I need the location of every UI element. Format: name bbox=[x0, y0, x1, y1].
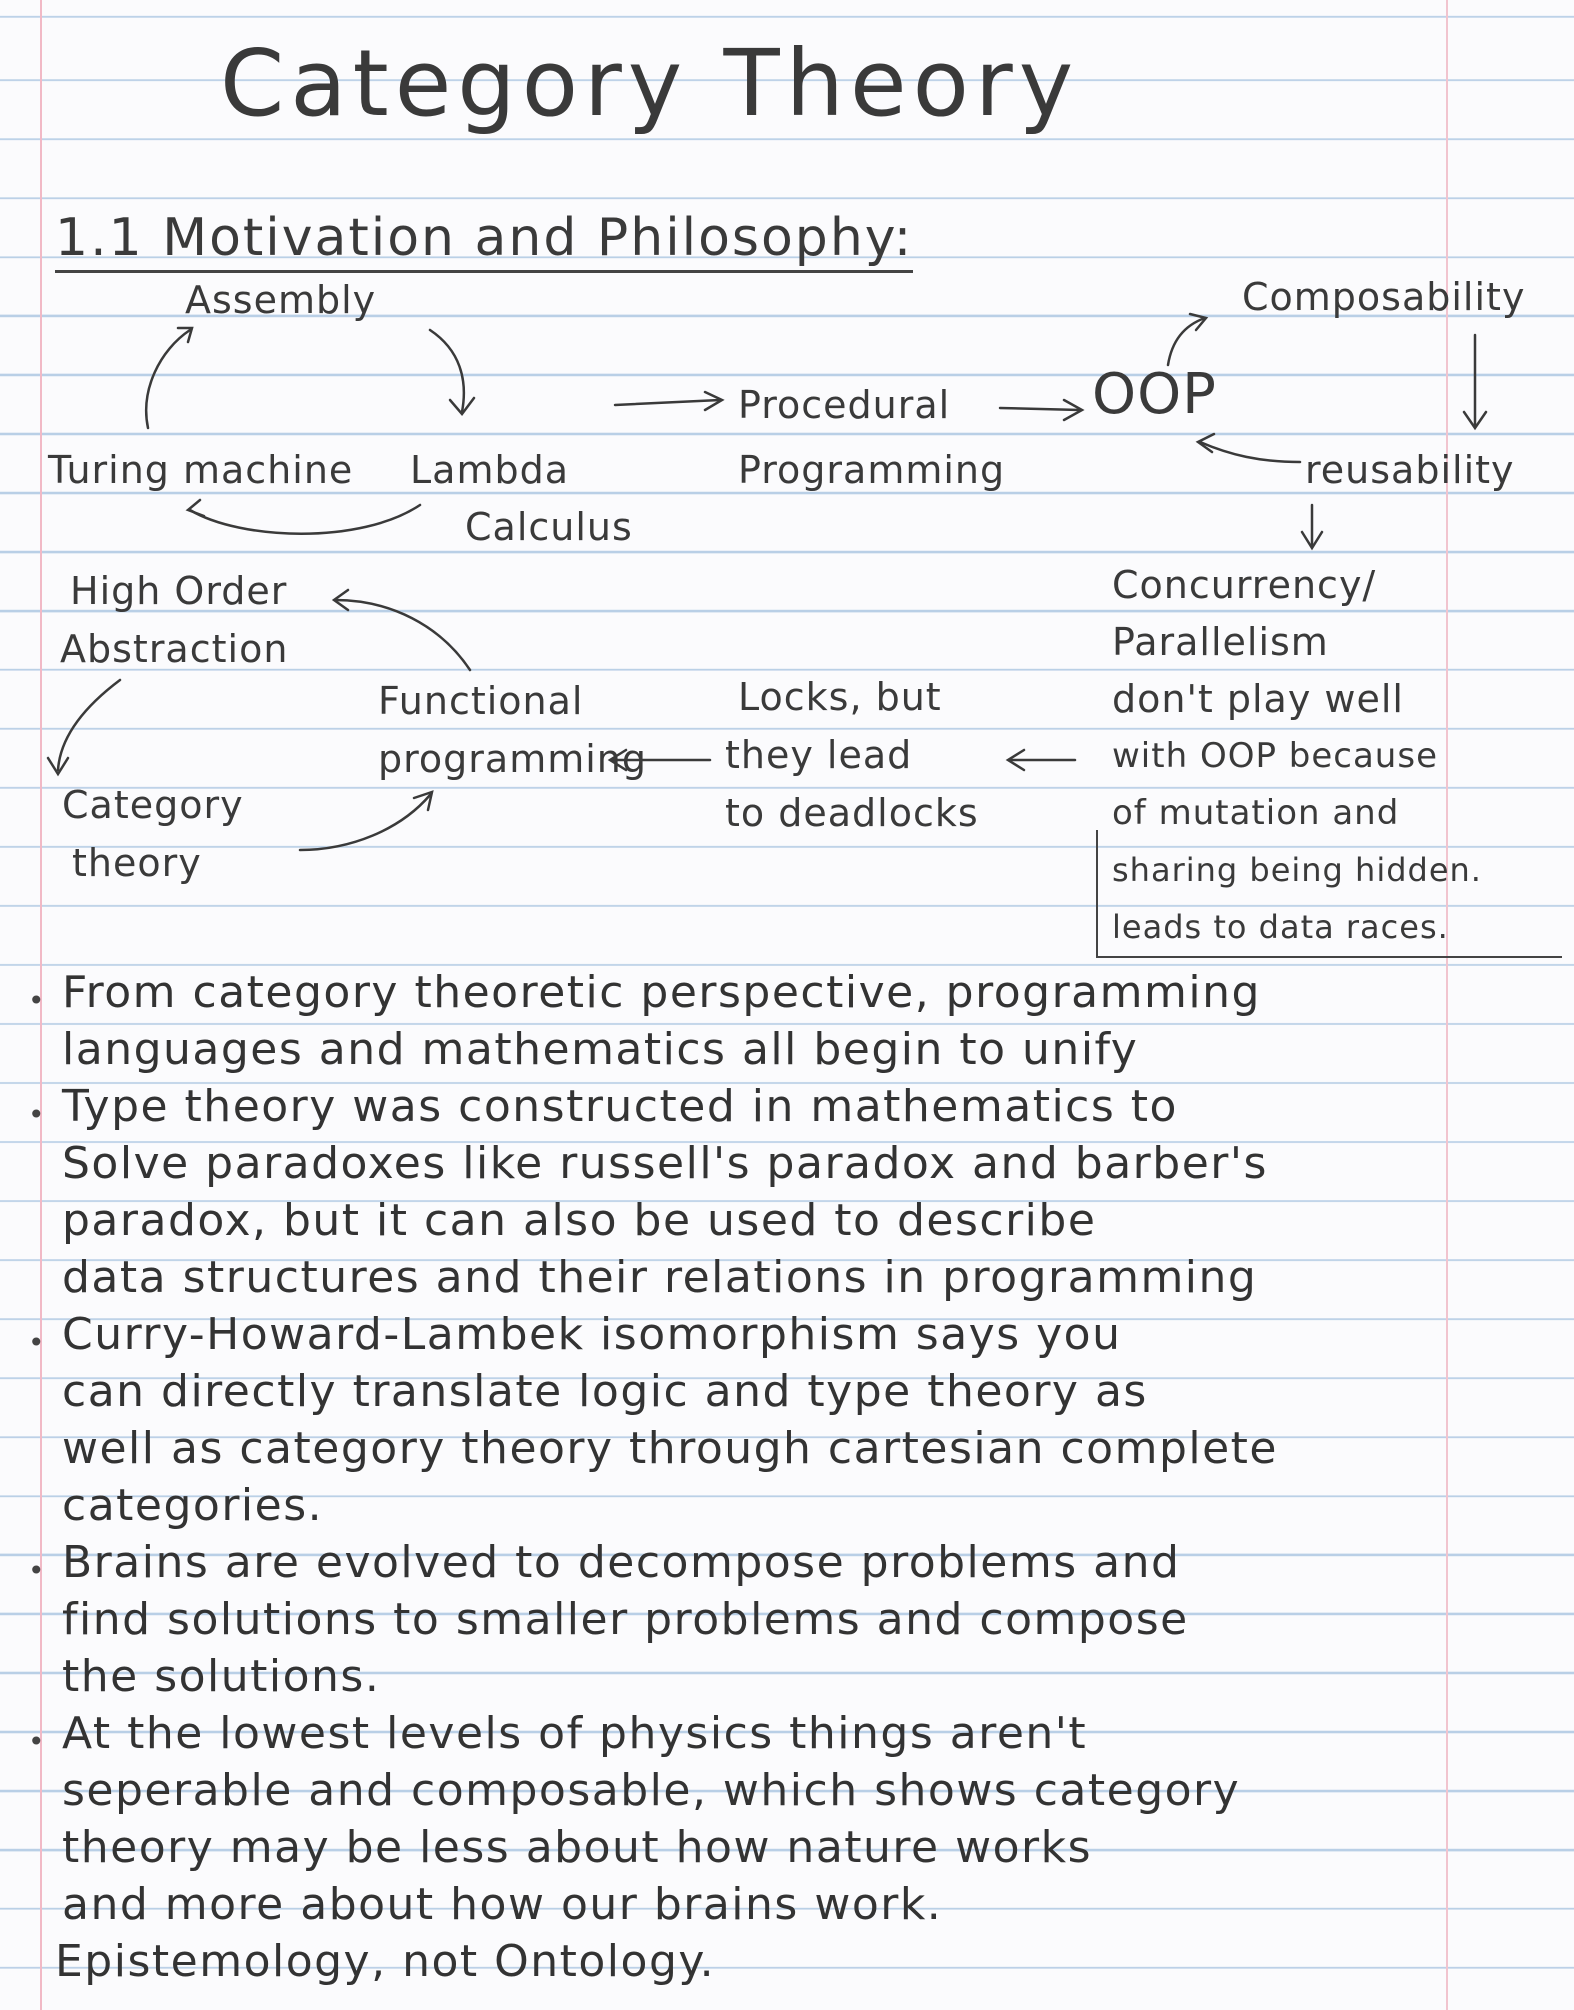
node-functional-line1: Functional bbox=[378, 679, 584, 723]
node-locks-line2: they lead bbox=[725, 733, 913, 777]
node-reusability: reusability bbox=[1305, 448, 1515, 492]
node-concurrency-line1: Concurrency/ bbox=[1112, 563, 1377, 607]
bullet-dot: • bbox=[28, 1326, 45, 1359]
bullet-dot: • bbox=[28, 984, 45, 1017]
node-assembly: Assembly bbox=[185, 278, 377, 322]
bullet-2-line-4: data structures and their relations in programming bbox=[62, 1252, 1258, 1303]
page-title: Category Theory bbox=[220, 30, 1080, 137]
node-concurrency-line5: of mutation and bbox=[1112, 793, 1400, 833]
arrow-assembly-to-lambda bbox=[430, 330, 464, 412]
node-calculus: Calculus bbox=[465, 505, 633, 549]
arrow-lambda-to-turing bbox=[190, 505, 420, 534]
bullet-dot: • bbox=[28, 1725, 45, 1758]
node-high-order-line2: Abstraction bbox=[60, 627, 289, 671]
bullet-4-line-1: Brains are evolved to decompose problems and bbox=[62, 1537, 1181, 1588]
arrow-to-procedural bbox=[615, 400, 720, 405]
node-category-line2: theory bbox=[72, 841, 202, 885]
bullet-3-line-3: well as category theory through cartesian complete bbox=[62, 1423, 1278, 1474]
bullet-5-line-1: At the lowest levels of physics things aren't bbox=[62, 1708, 1088, 1759]
node-concurrency-line3: don't play well bbox=[1112, 677, 1404, 721]
node-category-line1: Category bbox=[62, 783, 244, 827]
bullet-5-line-3: theory may be less about how nature works bbox=[62, 1822, 1092, 1873]
arrow-procedural-to-oop bbox=[1000, 408, 1080, 410]
bullet-dot: • bbox=[28, 1554, 45, 1587]
bullet-1-line-1: From category theoretic perspective, programming bbox=[62, 967, 1261, 1018]
bullet-2-line-3: paradox, but it can also be used to describe bbox=[62, 1195, 1097, 1246]
bullet-5-line-2: seperable and composable, which shows category bbox=[62, 1765, 1241, 1816]
node-composability: Composability bbox=[1242, 275, 1526, 319]
bullet-5-line-5: Epistemology, not Ontology. bbox=[55, 1936, 716, 1987]
node-programming: Programming bbox=[738, 448, 1006, 492]
node-oop: OOP bbox=[1092, 362, 1217, 427]
bullet-1-line-2: languages and mathematics all begin to unify bbox=[62, 1024, 1139, 1075]
arrow-reusability-to-oop bbox=[1200, 442, 1300, 462]
node-lambda: Lambda bbox=[410, 448, 570, 492]
bullet-dot: • bbox=[28, 1098, 45, 1131]
arrow-high-order-to-category bbox=[58, 680, 120, 770]
bullet-4-line-3: the solutions. bbox=[62, 1651, 381, 1702]
arrow-functional-to-high-order bbox=[335, 600, 470, 670]
node-concurrency-line7: leads to data races. bbox=[1112, 908, 1449, 946]
node-functional-line2: programming bbox=[378, 737, 647, 781]
node-concurrency-line4: with OOP because bbox=[1112, 736, 1438, 776]
node-concurrency-line6: sharing being hidden. bbox=[1112, 851, 1482, 889]
bullet-3-line-1: Curry-Howard-Lambek isomorphism says you bbox=[62, 1309, 1122, 1360]
bullet-3-line-4: categories. bbox=[62, 1480, 324, 1531]
node-locks-line1: Locks, but bbox=[738, 675, 942, 719]
node-high-order-line1: High Order bbox=[70, 569, 288, 613]
node-concurrency-line2: Parallelism bbox=[1112, 620, 1329, 664]
arrow-category-to-functional bbox=[300, 795, 430, 850]
node-procedural: Procedural bbox=[738, 383, 951, 427]
bullet-5-line-4: and more about how our brains work. bbox=[62, 1879, 943, 1930]
bullet-2-line-2: Solve paradoxes like russell's paradox and barber's bbox=[62, 1138, 1268, 1189]
bullet-2-line-1: Type theory was constructed in mathematics to bbox=[62, 1081, 1178, 1132]
node-turing-machine: Turing machine bbox=[48, 448, 354, 492]
node-locks-line3: to deadlocks bbox=[725, 791, 979, 835]
bullet-3-line-2: can directly translate logic and type theory as bbox=[62, 1366, 1148, 1417]
bullet-4-line-2: find solutions to smaller problems and compose bbox=[62, 1594, 1189, 1645]
arrow-turing-to-assembly bbox=[146, 330, 190, 428]
section-heading: 1.1 Motivation and Philosophy: bbox=[55, 208, 913, 273]
